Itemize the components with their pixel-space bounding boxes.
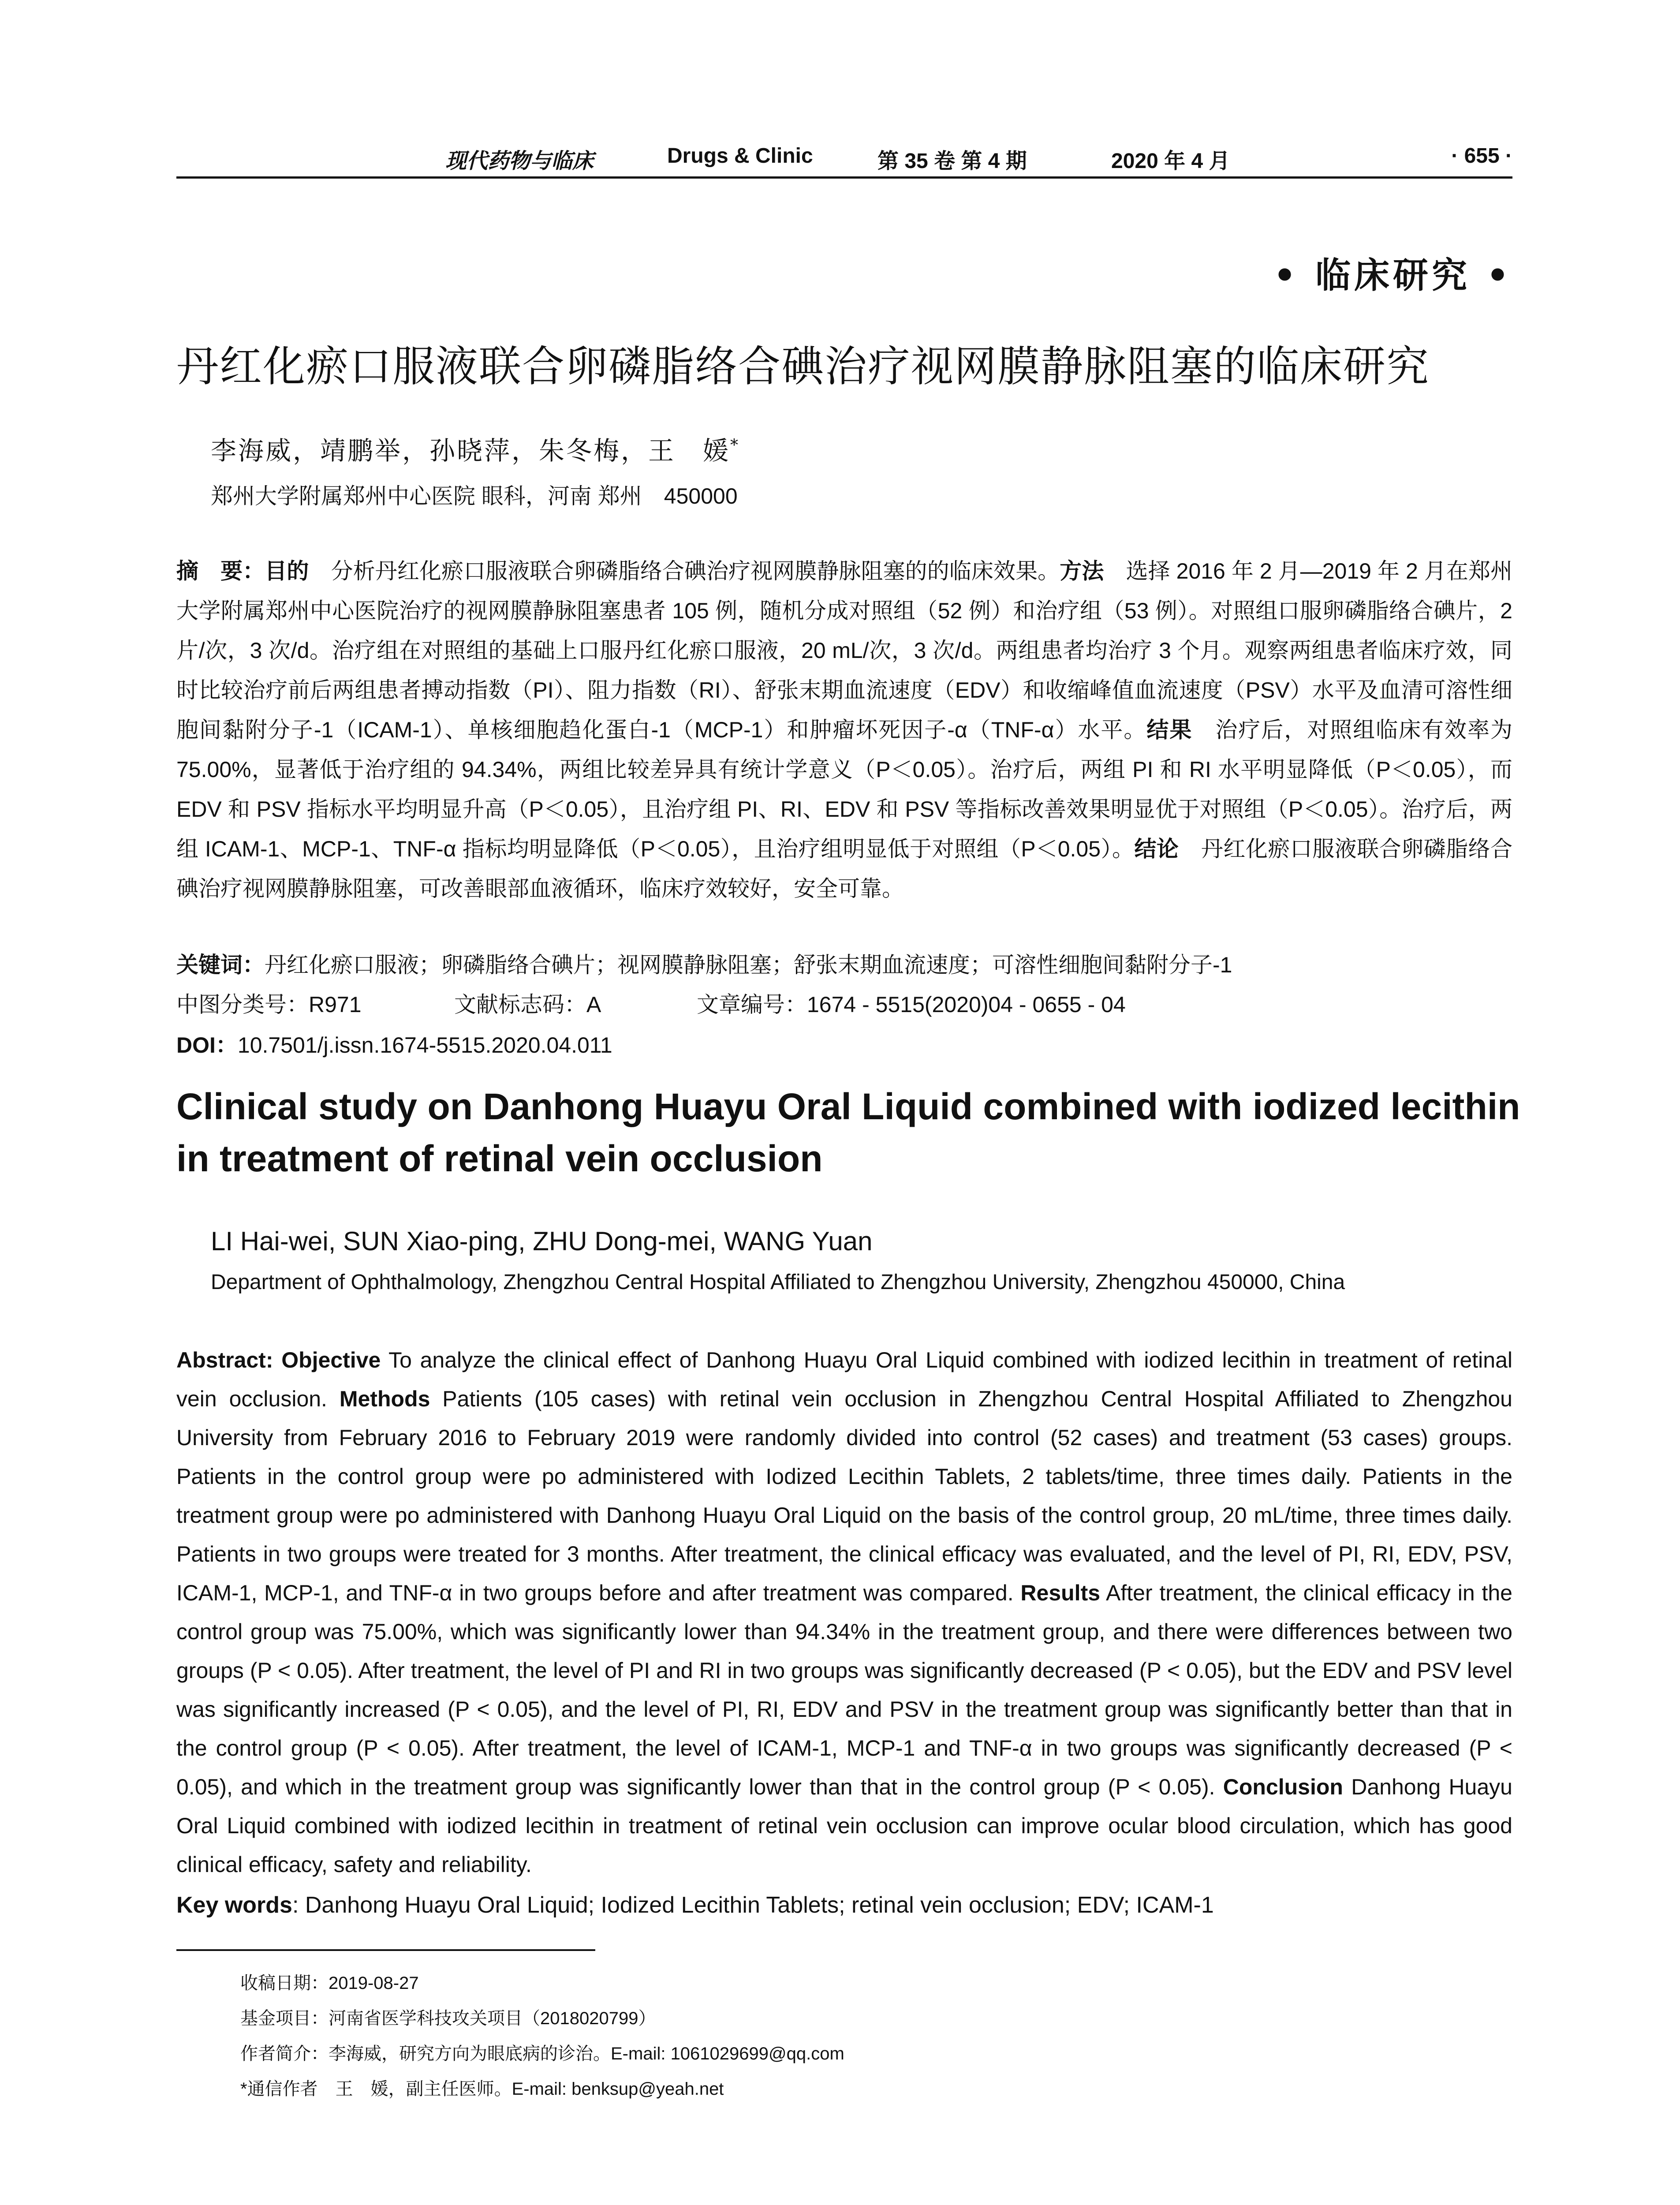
doi-value[interactable]: 10.7501/j.issn.1674-5515.2020.04.011 — [237, 1033, 612, 1058]
footnote-rule — [176, 1949, 595, 1951]
journal-name-en: Drugs & Clinic — [667, 144, 813, 168]
journal-name-cn: 现代药物与临床 — [445, 149, 594, 173]
abstract-label-cn: 摘 要： — [176, 559, 265, 583]
abstract-en — [176, 1341, 1512, 1884]
conclusion-label-cn: 结论 — [1134, 837, 1179, 861]
methods-text-en: Patients (105 cases) with retinal vein occlusion in Zhengzhou Central Hospital Affiliated to Zhengzhou University from February 2016 to February 2019 were randomly divided into control (52 cases) and treatment (53 cases) groups. Patients in the control group were po administered with Iodized Lecithin Tablets, 2 tablets/time, three times daily. Patients in the treatment group were po administered with Danhong Huayu Oral Liquid on the basis of the control group, 20 mL/time, three times daily. Patients in two groups were treated for 3 months. After treatment, the clinical efficacy was evaluated, and the level of PI, RI, EDV, PSV, ICAM-1, MCP-1, and TNF-α in two groups before and after treatment was compared. — [176, 1387, 1512, 1605]
document-code: 文献标志码：A — [454, 992, 601, 1017]
abstract-label-en: Abstract: — [176, 1348, 282, 1372]
results-label-cn: 结果 — [1146, 718, 1193, 742]
doi-label: DOI： — [176, 1033, 238, 1058]
conclusion-text-cn: 丹红化瘀口服液联合卵磷脂络合碘治疗视网膜静脉阻塞，可改善眼部血液循环，临床疗效较好，安全可靠。 — [176, 837, 1513, 901]
running-header — [176, 140, 1512, 171]
results-text-cn: 治疗后，对照组临床有效率为 75.00%，显著低于治疗组的 94.34%，两组比较差异具有统计学意义（P＜0.05）。治疗后，两组 PI 和 RI 水平明显降低（P＜0.05），而 EDV 和 PSV 指标水平均明显升高（P＜0.05），且治疗组 PI、RI、EDV 和 PSV 等指标改善效果明显优于对照组（P＜0.05）。治疗后，两组 ICAM-1、MCP-1、TNF-α 指标均明显降低（P＜0.05），且治疗组明显低于对照组（P＜0.05）。 — [176, 718, 1512, 861]
abstract-cn — [176, 551, 1512, 908]
keywords-label-cn: 关键词： — [176, 953, 265, 977]
results-label-en: Results — [1020, 1581, 1101, 1605]
objective-label-en: Objective — [281, 1348, 381, 1372]
results-text-en: After treatment, the clinical efficacy in the control group was 75.00%, which was significantly lower than 94.34% in the treatment group, and there were differences between two groups (P < 0.05). After treatment, the level of PI and RI in two groups was significantly decreased (P < 0.05), but the EDV and PSV level was significantly increased (P < 0.05), and the level of PI, RI, EDV and PSV in the treatment group was significantly better than that in the control group (P < 0.05). After treatment, the level of ICAM-1, MCP-1 and TNF-α in two groups was significantly decreased (P < 0.05), and which in the treatment group was significantly lower than that in the control group (P < 0.05). — [176, 1581, 1512, 1799]
keywords-text-cn: 丹红化瘀口服液；卵磷脂络合碘片；视网膜静脉阻塞；舒张末期血流速度；可溶性细胞间黏附分子-1 — [265, 953, 1232, 977]
methods-text-cn: 选择 2016 年 2 月—2019 年 2 月在郑州大学附属郑州中心医院治疗的视网膜静脉阻塞患者 105 例，随机分成对照组（52 例）和治疗组（53 例）。对照组口服卵磷脂络合碘片，2 片/次，3 次/d。治疗组在对照组的基础上口服丹红化瘀口服液，20 mL/次，3 次/d。两组患者均治疗 3 个月。观察两组患者临床疗效，同时比较治疗前后两组患者搏动指数（PI）、阻力指数（RI）、舒张末期血流速度（EDV）和收缩峰值血流速度（PSV）水平及血清可溶性细胞间黏附分子-1（ICAM-1）、单核细胞趋化蛋白-1（MCP-1）和肿瘤坏死因子-α（TNF-α）水平。 — [176, 559, 1513, 742]
footnote-author-bio: 作者简介：李海威，研究方向为眼底病的诊治。E-mail: 1061029699@qq.com — [240, 2044, 844, 2063]
doi-line — [176, 1028, 612, 1059]
methods-label-cn: 方法 — [1060, 559, 1104, 583]
conclusion-text-en: Danhong Huayu Oral Liquid combined with iodized lecithin in treatment of retinal vein occlusion can improve ocular blood circulation, which has good clinical efficacy, safety and reliability. — [176, 1775, 1512, 1877]
methods-label-en: Methods — [339, 1387, 430, 1411]
page-number: · 655 · — [1451, 144, 1512, 168]
issue-date: 2020 年 4 月 — [1111, 149, 1230, 173]
clc-number: 中图分类号：R971 — [176, 992, 362, 1017]
volume-issue: 第 35 卷 第 4 期 — [877, 149, 1027, 173]
keywords-cn — [176, 947, 1512, 979]
header-rule — [176, 176, 1512, 179]
corresponding-mark: * — [730, 436, 740, 455]
article-title-cn: 丹红化瘀口服液联合卵磷脂络合碘治疗视网膜静脉阻塞的临床研究 — [176, 343, 1430, 390]
classification-line — [176, 987, 1512, 1018]
keywords-en — [176, 1892, 1214, 1918]
keywords-label-en: Key words — [176, 1892, 292, 1918]
footnote-received: 收稿日期：2019-08-27 — [240, 1973, 419, 1993]
objective-text-cn: 分析丹红化瘀口服液联合卵磷脂络合碘治疗视网膜静脉阻塞的的临床效果。 — [309, 559, 1060, 583]
footnote-corresponding: *通信作者 王 媛，副主任医师。E-mail: benksup@yeah.net — [240, 2079, 724, 2099]
authors-en: LI Hai-wei, SUN Xiao-ping, ZHU Dong-mei, WANG Yuan — [211, 1226, 873, 1256]
keywords-text-en: : Danhong Huayu Oral Liquid; Iodized Lecithin Tablets; retinal vein occlusion; EDV; ICAM-1 — [292, 1892, 1214, 1918]
authors-cn — [211, 430, 740, 467]
article-number: 文章编号：1674 - 5515(2020)04 - 0655 - 04 — [697, 992, 1126, 1017]
affiliation-cn: 郑州大学附属郑州中心医院 眼科，河南 郑州 450000 — [211, 484, 738, 508]
article-title-en: Clinical study on Danhong Huayu Oral Liquid combined with iodized lecithin in treatment of retinal vein occlusion — [176, 1086, 1520, 1179]
footnote-fund: 基金项目：河南省医学科技攻关项目（2018020799） — [240, 2009, 656, 2028]
conclusion-label-en: Conclusion — [1223, 1775, 1343, 1799]
objective-label-cn: 目的 — [265, 559, 309, 583]
column-tag: • 临床研究 • — [1273, 254, 1512, 296]
objective-text-en: To analyze the clinical effect of Danhong Huayu Oral Liquid combined with iodized lecithin in treatment of retinal vein occlusion. — [176, 1348, 1512, 1411]
author-list-cn: 李海威，靖鹏举，孙晓萍，朱冬梅，王 媛 — [211, 436, 731, 466]
affiliation-en: Department of Ophthalmology, Zhengzhou Central Hospital Affiliated to Zhengzhou University, Zhengzhou 450000, China — [211, 1271, 1345, 1294]
